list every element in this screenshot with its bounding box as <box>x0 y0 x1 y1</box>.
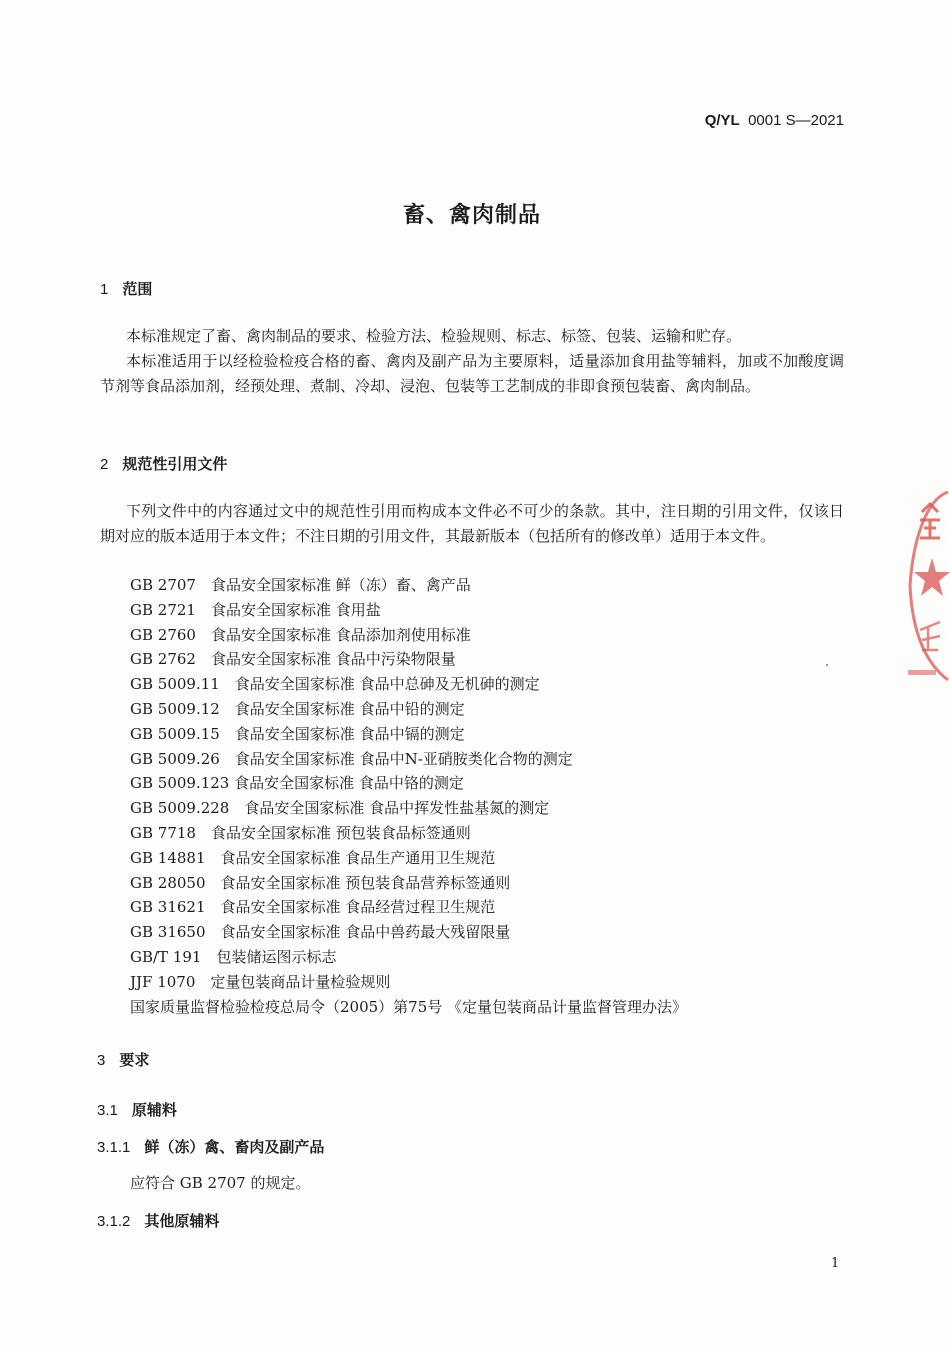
reference-item: GB 31650 食品安全国家标准 食品中兽药最大残留限量 <box>130 923 511 942</box>
company-seal-stamp <box>900 490 950 685</box>
section-3-1-1-title: 鲜（冻）禽、畜肉及副产品 <box>144 1138 325 1156</box>
reference-item: GB 5009.11 食品安全国家标准 食品中总砷及无机砷的测定 <box>130 675 540 694</box>
section-3-1-2-title: 其他原辅料 <box>144 1212 220 1230</box>
section-3-heading <box>97 1049 149 1070</box>
standard-code <box>705 112 844 129</box>
reference-item: JJF 1070 定量包装商品计量检验规则 <box>130 972 391 991</box>
reference-item: GB 2760 食品安全国家标准 食品添加剂使用标准 <box>130 625 471 644</box>
reference-item: GB 5009.26 食品安全国家标准 食品中N-亚硝胺类化合物的测定 <box>130 749 573 768</box>
reference-item: 国家质量监督检验检疫总局令（2005）第75号 《定量包装商品计量监督管理办法》 <box>130 997 688 1016</box>
scan-speck <box>826 664 828 666</box>
standard-number: 0001 S—2021 <box>748 112 844 129</box>
section-2-number: 2 <box>100 456 109 473</box>
reference-item: GB 2721 食品安全国家标准 食用盐 <box>130 600 381 619</box>
section-3-1-number: 3.1 <box>97 1102 118 1119</box>
section-3-1-heading <box>97 1099 177 1120</box>
reference-list <box>130 573 687 1019</box>
section-3-1-1-number: 3.1.1 <box>97 1139 131 1156</box>
scope-paragraph-1: 本标准规定了畜、禽肉制品的要求、检验方法、检验规则、标志、标签、包装、运输和贮存。 <box>126 327 742 345</box>
document-title: 畜、禽肉制品 <box>402 203 541 228</box>
section-3-1-title: 原辅料 <box>131 1101 177 1119</box>
reference-item: GB 5009.12 食品安全国家标准 食品中铅的测定 <box>130 699 465 718</box>
section-1-heading <box>100 278 152 299</box>
section-1-title: 范围 <box>122 280 153 298</box>
reference-item: GB 5009.15 食品安全国家标准 食品中镉的测定 <box>130 724 465 743</box>
section-1-number: 1 <box>100 281 109 298</box>
reference-item: GB 5009.228 食品安全国家标准 食品中挥发性盐基氮的测定 <box>130 799 550 818</box>
section-3-1-1-text: 应符合 GB 2707 的规定。 <box>130 1174 311 1192</box>
page-number: 1 <box>831 1256 840 1271</box>
seal-graphic <box>900 490 950 685</box>
section-3-1-1-heading <box>97 1136 324 1157</box>
section-3-number: 3 <box>97 1052 106 1069</box>
scope-paragraph-2: 本标准适用于以经检验检疫合格的畜、禽肉及副产品为主要原料，适量添加食用盐等辅料，加或不加酸度调节剂等食品添加剂，经预处理、煮制、冷却、浸泡、包装等工艺制成的非即食预包装畜、禽肉制品。 <box>100 352 844 395</box>
reference-item: GB/T 191 包装储运图示标志 <box>130 947 337 966</box>
section-2-title: 规范性引用文件 <box>122 455 228 473</box>
reference-item: GB 14881 食品安全国家标准 食品生产通用卫生规范 <box>130 848 496 867</box>
reference-item: GB 2707 食品安全国家标准 鲜（冻）畜、禽产品 <box>130 576 471 594</box>
standard-prefix: Q/YL <box>704 112 740 129</box>
normative-references-intro: 下列文件中的内容通过文中的规范性引用而构成本文件必不可少的条款。其中，注日期的引用文件，仅该日期对应的版本适用于本文件；不注日期的引用文件，其最新版本（包括所有的修改单）适用于本文件。 <box>100 502 844 545</box>
reference-item: GB 28050 食品安全国家标准 预包装食品营养标签通则 <box>130 873 511 892</box>
reference-item: GB 7718 食品安全国家标准 预包装食品标签通则 <box>130 823 471 842</box>
section-3-1-2-heading <box>97 1210 219 1231</box>
reference-item: GB 5009.123 食品安全国家标准 食品中铬的测定 <box>130 774 464 793</box>
reference-item: GB 31621 食品安全国家标准 食品经营过程卫生规范 <box>130 898 496 917</box>
section-3-1-2-number: 3.1.2 <box>97 1213 131 1230</box>
section-3-title: 要求 <box>119 1051 150 1069</box>
reference-item: GB 2762 食品安全国家标准 食品中污染物限量 <box>130 650 456 669</box>
section-2-heading <box>100 453 227 474</box>
